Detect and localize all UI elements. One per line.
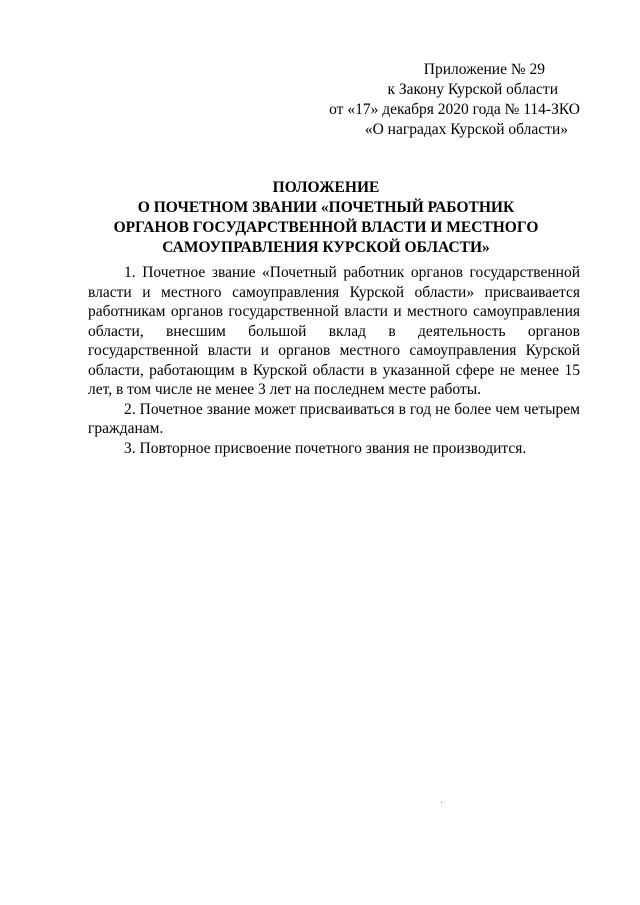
appendix-number: Приложение № 29 xyxy=(423,61,545,78)
paragraph-1: 1. Почетное звание «Почетный работник органов государственной власти и местного самоуправления Курской области» присваивается работникам органов государственной власти и местного самоуправления области, внесшим большой вклад в деятельность органов государственной власти и органов местного самоуправления Курской области, работающим в Курской области в указанной сфере не менее 15 лет, в том числе не менее 3 лет на последнем месте работы. xyxy=(88,264,580,398)
title-line-2: О ПОЧЕТНОМ ЗВАНИИ «ПОЧЕТНЫЙ РАБОТНИК xyxy=(137,199,515,216)
paragraph-3: 3. Повторное присвоение почетного звания не производится. xyxy=(124,439,527,457)
appendix-header xyxy=(300,60,580,140)
title-line-1: ПОЛОЖЕНИЕ xyxy=(272,179,380,196)
document-title xyxy=(60,178,592,258)
title-line-4: САМОУПРАВЛЕНИЯ КУРСКОЙ ОБЛАСТИ» xyxy=(162,239,490,256)
appendix-law-title: «О наградах Курской области» xyxy=(364,121,568,138)
appendix-law-reference: к Закону Курской области xyxy=(387,81,558,98)
scan-dot xyxy=(441,802,442,803)
title-line-3: ОРГАНОВ ГОСУДАРСТВЕННОЙ ВЛАСТИ И МЕСТНОГО xyxy=(113,219,539,236)
appendix-law-date: от «17» декабря 2020 года № 114-ЗКО xyxy=(329,101,580,118)
document-body xyxy=(88,263,580,458)
paragraph-2: 2. Почетное звание может присваиваться в год не более чем четырем гражданам. xyxy=(88,400,580,437)
